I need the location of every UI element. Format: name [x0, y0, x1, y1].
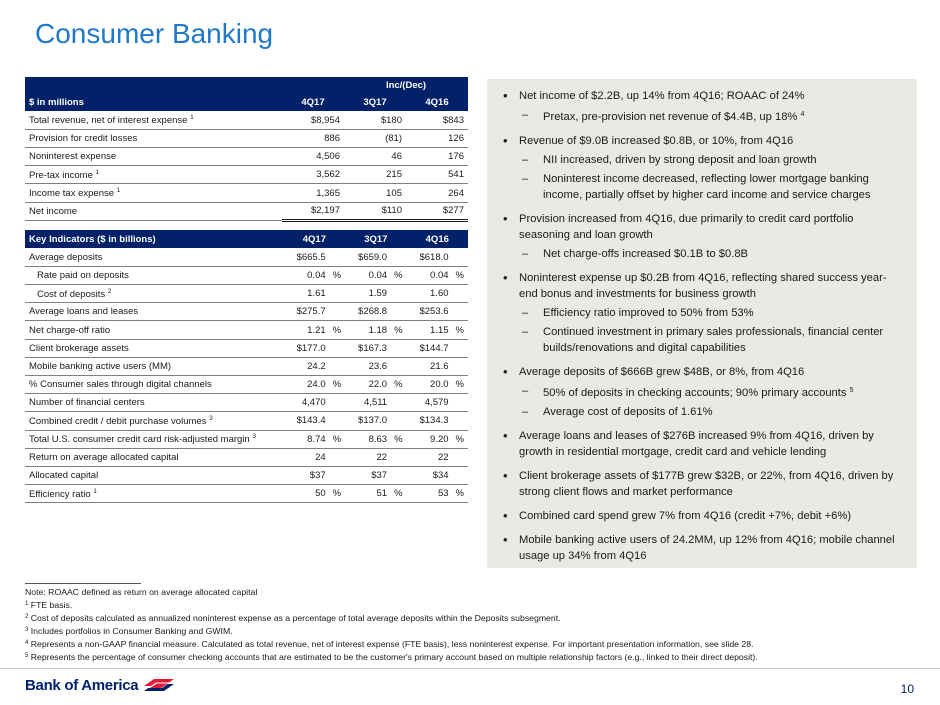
cell-value: 1.61 [284, 285, 330, 303]
col-header: 4Q17 [284, 230, 345, 248]
footnote-ref: 1 [95, 168, 100, 176]
bullet-item [499, 428, 905, 460]
row-label [25, 184, 282, 202]
footnote-number: 1 [25, 601, 29, 608]
row-label-text: Net charge-off ratio [29, 324, 111, 336]
cell-unit [391, 394, 406, 412]
cell-value: $253.6 [407, 303, 453, 321]
row-label [25, 485, 284, 503]
table-row [25, 466, 468, 484]
footnote-number: 5 [25, 653, 29, 660]
cell-value: 886 [282, 129, 344, 147]
row-label-text: Income tax expense [29, 188, 115, 200]
cell-value: 0.04 [284, 266, 330, 284]
table-label-header: $ in millions [25, 93, 282, 111]
footnote-line [25, 611, 758, 624]
row-label-text: Provision for credit losses [29, 132, 138, 144]
cell-unit [391, 357, 406, 375]
table-super-header-row [25, 77, 468, 93]
footnote-divider [25, 583, 141, 584]
cell-value: 22 [345, 448, 391, 466]
table-row [25, 166, 468, 184]
row-label [25, 376, 284, 394]
sub-bullet-item [499, 246, 905, 262]
sub-bullet-item [499, 404, 905, 420]
table-row [25, 202, 468, 220]
cell-value: $618.0 [407, 248, 453, 266]
table-header-row [25, 93, 468, 111]
table-row [25, 184, 468, 202]
cell-unit [330, 339, 345, 357]
table-row [25, 376, 468, 394]
cell-unit: % [391, 485, 406, 503]
footnote-ref: 3 [209, 414, 213, 422]
cell-unit [330, 394, 345, 412]
cell-unit [330, 412, 345, 430]
cell-unit [391, 285, 406, 303]
cell-value: 8.74 [284, 430, 330, 448]
cell-value: 1.15 [407, 321, 453, 339]
bullet-text: Mobile banking active users of 24.2MM, up 12% from 4Q16; mobile channel usage up 34% from 4Q16 [519, 534, 895, 562]
bullet-item [499, 364, 905, 380]
cell-value: $134.3 [407, 412, 453, 430]
row-label-text: Mobile banking active users (MM) [29, 360, 172, 372]
bank-of-america-logo [25, 676, 176, 694]
cell-value: 53 [407, 485, 453, 503]
table-row [25, 303, 468, 321]
cell-value: 24.2 [284, 357, 330, 375]
cell-unit [391, 248, 406, 266]
cell-value: 23.6 [345, 357, 391, 375]
logo-wordmark: Bank of America [25, 676, 139, 694]
footnote-text: Cost of deposits calculated as annualized noninterest expense as a percentage of total average deposits within the Deposits subsegment. [30, 613, 561, 624]
cell-value: 22 [407, 448, 453, 466]
cell-value: 4,506 [282, 148, 344, 166]
cell-value: $37 [345, 466, 391, 484]
table-row [25, 412, 468, 430]
bullet-text: Net charge-offs increased $0.1B to $0.8B [543, 248, 749, 260]
row-label [25, 148, 282, 166]
row-label [25, 339, 284, 357]
cell-value: $143.4 [284, 412, 330, 430]
cell-unit [391, 303, 406, 321]
cell-unit [330, 357, 345, 375]
row-label-text: Total U.S. consumer credit card risk-adjusted margin [29, 434, 250, 446]
cell-value: 4,470 [284, 394, 330, 412]
cell-unit [330, 285, 345, 303]
cell-value: 0.04 [407, 266, 453, 284]
cell-unit: % [391, 266, 406, 284]
cell-unit: % [330, 430, 345, 448]
page-title: Consumer Banking [35, 18, 274, 49]
row-label-text: Total revenue, net of interest expense [29, 115, 188, 127]
cell-value: 51 [345, 485, 391, 503]
cell-value: 215 [344, 166, 406, 184]
table-row [25, 248, 468, 266]
cell-unit [453, 394, 468, 412]
cell-value: 0.04 [345, 266, 391, 284]
footnote-number: 2 [25, 614, 29, 621]
bullet-text: Provision increased from 4Q16, due primarily to credit card portfolio seasoning and loan growth [519, 213, 854, 241]
cell-unit [330, 303, 345, 321]
table-label-header: Key Indicators ($ in billions) [25, 230, 284, 248]
cell-value: 176 [406, 148, 468, 166]
footnote-number: 3 [25, 627, 29, 634]
table-row [25, 339, 468, 357]
cell-value: $843 [406, 111, 468, 129]
footnote-line [25, 650, 758, 663]
row-label [25, 285, 284, 303]
cell-unit [453, 339, 468, 357]
bullet-text: Average cost of deposits of 1.61% [543, 406, 713, 418]
footer-divider [0, 668, 940, 669]
table-row [25, 430, 468, 448]
cell-value: 1.59 [345, 285, 391, 303]
row-label [25, 129, 282, 147]
row-label-text: Net income [29, 205, 78, 217]
cell-unit [453, 357, 468, 375]
col-header: 4Q16 [406, 93, 468, 111]
row-label [25, 412, 284, 430]
bullet-text: Noninterest income decreased, reflecting lower mortgage banking income, partially offset by higher card income and service charges [543, 173, 871, 201]
cell-unit [330, 466, 345, 484]
cell-value: $110 [344, 202, 406, 220]
footnote-text: FTE basis. [30, 600, 73, 611]
flag-icon [142, 676, 176, 694]
row-label-text: Allocated capital [29, 470, 99, 482]
bullet-text: Net income of $2.2B, up 14% from 4Q16; ROAAC of 24% [519, 90, 805, 102]
cell-unit [391, 339, 406, 357]
cell-unit: % [391, 376, 406, 394]
footnote-number: 4 [25, 640, 29, 647]
bullet-item [499, 270, 905, 302]
cell-value: 20.0 [407, 376, 453, 394]
bullet-text: Pretax, pre-provision net revenue of $4.4B, up 18% [543, 111, 798, 123]
cell-value: $137.0 [345, 412, 391, 430]
cell-value: 4,579 [407, 394, 453, 412]
cell-value: $34 [407, 466, 453, 484]
cell-unit: % [330, 321, 345, 339]
table-row [25, 485, 468, 503]
cell-value: 541 [406, 166, 468, 184]
key-indicators-table [25, 230, 468, 503]
cell-unit: % [391, 321, 406, 339]
col-header: 4Q17 [282, 93, 344, 111]
cell-unit: % [453, 485, 468, 503]
bullet-text: Noninterest expense up $0.2B from 4Q16, reflecting shared success year-end bonus and investments for business growth [519, 272, 887, 300]
cell-value: $180 [344, 111, 406, 129]
inc-dec-header: Inc/(Dec) [344, 77, 468, 93]
cell-unit [453, 448, 468, 466]
footnote-ref: 1 [190, 114, 194, 122]
cell-unit: % [453, 266, 468, 284]
footnote-line [25, 598, 758, 611]
cell-value: $275.7 [284, 303, 330, 321]
sub-bullet-item [499, 107, 905, 125]
cell-unit [453, 466, 468, 484]
cell-value: $277 [406, 202, 468, 220]
bullet-item [499, 88, 905, 104]
cell-unit [453, 285, 468, 303]
cell-unit [330, 448, 345, 466]
bullet-item [499, 133, 905, 149]
table-row [25, 321, 468, 339]
row-label [25, 266, 284, 284]
row-label-text: Return on average allocated capital [29, 451, 179, 463]
cell-unit [330, 248, 345, 266]
footnote-ref: 3 [252, 433, 256, 441]
footnote-ref: 2 [107, 287, 112, 295]
cell-value: 4,511 [345, 394, 391, 412]
page-number: 10 [900, 682, 914, 696]
cell-value: 21.6 [407, 357, 453, 375]
table-row [25, 266, 468, 284]
cell-value: 1.60 [407, 285, 453, 303]
footnote-ref: 1 [116, 187, 121, 195]
row-label [25, 430, 284, 448]
cell-unit: % [453, 430, 468, 448]
table-row [25, 357, 468, 375]
cell-unit [453, 303, 468, 321]
cell-value: 3,562 [282, 166, 344, 184]
bullet-item [499, 508, 905, 524]
footnote-ref: 5 [849, 387, 854, 394]
footnote-ref: 1 [93, 487, 97, 495]
row-label-text: Cost of deposits [37, 288, 106, 300]
bullet-text: Revenue of $9.0B increased $0.8B, or 10%, from 4Q16 [519, 135, 794, 147]
footnote-text: Represents a non-GAAP financial measure. Calculated as total revenue, net of interest expense (FTE basis), less noninterest expense. For important presentation information, see slide 28. [30, 639, 754, 650]
footnote-line [25, 637, 758, 650]
cell-value: 1.21 [284, 321, 330, 339]
table-row [25, 129, 468, 147]
bullet-text: 50% of deposits in checking accounts; 90% primary accounts [543, 387, 847, 399]
bullet-text: Continued investment in primary sales professionals, financial center builds/renovations and digital capabilities [543, 326, 884, 354]
row-label [25, 111, 282, 129]
cell-value: 1,365 [282, 184, 344, 202]
bullet-text: Combined card spend grew 7% from 4Q16 (credit +7%, debit +6%) [519, 510, 852, 522]
sub-bullet-item [499, 324, 905, 356]
cell-value: $665.5 [284, 248, 330, 266]
sub-bullet-item [499, 171, 905, 203]
cell-unit [453, 412, 468, 430]
cell-value: $8,954 [282, 111, 344, 129]
bullet-text: NII increased, driven by strong deposit and loan growth [543, 154, 817, 166]
footnotes [25, 586, 758, 664]
bullet-item [499, 532, 905, 564]
row-label-text: Pre-tax income [29, 169, 93, 181]
sub-bullet-item [499, 305, 905, 321]
table-row [25, 148, 468, 166]
row-label [25, 166, 282, 184]
row-label-text: Number of financial centers [29, 397, 145, 409]
cell-unit: % [453, 321, 468, 339]
cell-value: 8.63 [345, 430, 391, 448]
row-label [25, 321, 284, 339]
row-label-text: Client brokerage assets [29, 342, 129, 354]
row-label [25, 303, 284, 321]
table-row [25, 448, 468, 466]
row-label [25, 448, 284, 466]
bullet-text: Average loans and leases of $276B increased 9% from 4Q16, driven by growth in residential mortgage, credit card and vehicle lending [519, 430, 874, 458]
cell-value: 105 [344, 184, 406, 202]
cell-value: 50 [284, 485, 330, 503]
row-label [25, 394, 284, 412]
cell-value: 24.0 [284, 376, 330, 394]
cell-unit [453, 248, 468, 266]
cell-unit [391, 466, 406, 484]
table-header-row [25, 230, 468, 248]
col-header: 3Q17 [344, 93, 406, 111]
row-label [25, 466, 284, 484]
footnote-ref: 4 [800, 111, 805, 118]
table-row [25, 285, 468, 303]
bullet-item [499, 468, 905, 500]
table-row [25, 111, 468, 129]
row-label-text: Rate paid on deposits [37, 269, 129, 281]
cell-value: 46 [344, 148, 406, 166]
row-label-text: Noninterest expense [29, 151, 117, 163]
row-label [25, 202, 282, 220]
cell-unit: % [330, 266, 345, 284]
cell-value: 1.18 [345, 321, 391, 339]
col-header: 4Q16 [407, 230, 468, 248]
footnote-text: Note: ROAAC defined as return on average allocated capital [25, 587, 258, 597]
row-label [25, 357, 284, 375]
bullet-item [499, 211, 905, 243]
footnote-text: Represents the percentage of consumer checking accounts that are estimated to be the customer's primary account based on multiple relationship factors (e.g., linked to their direct deposit). [30, 652, 758, 663]
row-label-text: % Consumer sales through digital channels [29, 379, 212, 391]
row-label [25, 248, 284, 266]
cell-unit [391, 448, 406, 466]
cell-value: 24 [284, 448, 330, 466]
cell-value: $2,197 [282, 202, 344, 220]
footnote-text: Includes portfolios in Consumer Banking and GWIM. [30, 626, 233, 637]
cell-value: $659.0 [345, 248, 391, 266]
cell-value: 126 [406, 129, 468, 147]
cell-unit: % [391, 430, 406, 448]
cell-unit: % [330, 376, 345, 394]
footnote-line [25, 624, 758, 637]
row-label-text: Combined credit / debit purchase volumes [29, 415, 207, 427]
bullet-text: Average deposits of $666B grew $48B, or 8%, from 4Q16 [519, 366, 805, 378]
cell-value: $167.3 [345, 339, 391, 357]
cell-value: $144.7 [407, 339, 453, 357]
highlights-panel [487, 79, 917, 568]
row-label-text: Average loans and leases [29, 306, 139, 318]
table-row [25, 394, 468, 412]
financial-summary-table [25, 77, 468, 222]
cell-value: $177.0 [284, 339, 330, 357]
cell-value: 9.20 [407, 430, 453, 448]
sub-bullet-item [499, 383, 905, 401]
cell-value: 22.0 [345, 376, 391, 394]
cell-value: 264 [406, 184, 468, 202]
row-label-text: Efficiency ratio [29, 488, 91, 500]
cell-unit: % [330, 485, 345, 503]
cell-value: (81) [344, 129, 406, 147]
bullet-text: Client brokerage assets of $177B grew $32B, or 22%, from 4Q16, driven by strong client flows and market performance [519, 470, 894, 498]
cell-unit: % [453, 376, 468, 394]
row-label-text: Average deposits [29, 251, 103, 263]
cell-value: $268.8 [345, 303, 391, 321]
cell-value: $37 [284, 466, 330, 484]
col-header: 3Q17 [345, 230, 406, 248]
bullet-text: Efficiency ratio improved to 50% from 53% [543, 307, 754, 319]
sub-bullet-item [499, 152, 905, 168]
cell-unit [391, 412, 406, 430]
footnote-line [25, 586, 758, 598]
